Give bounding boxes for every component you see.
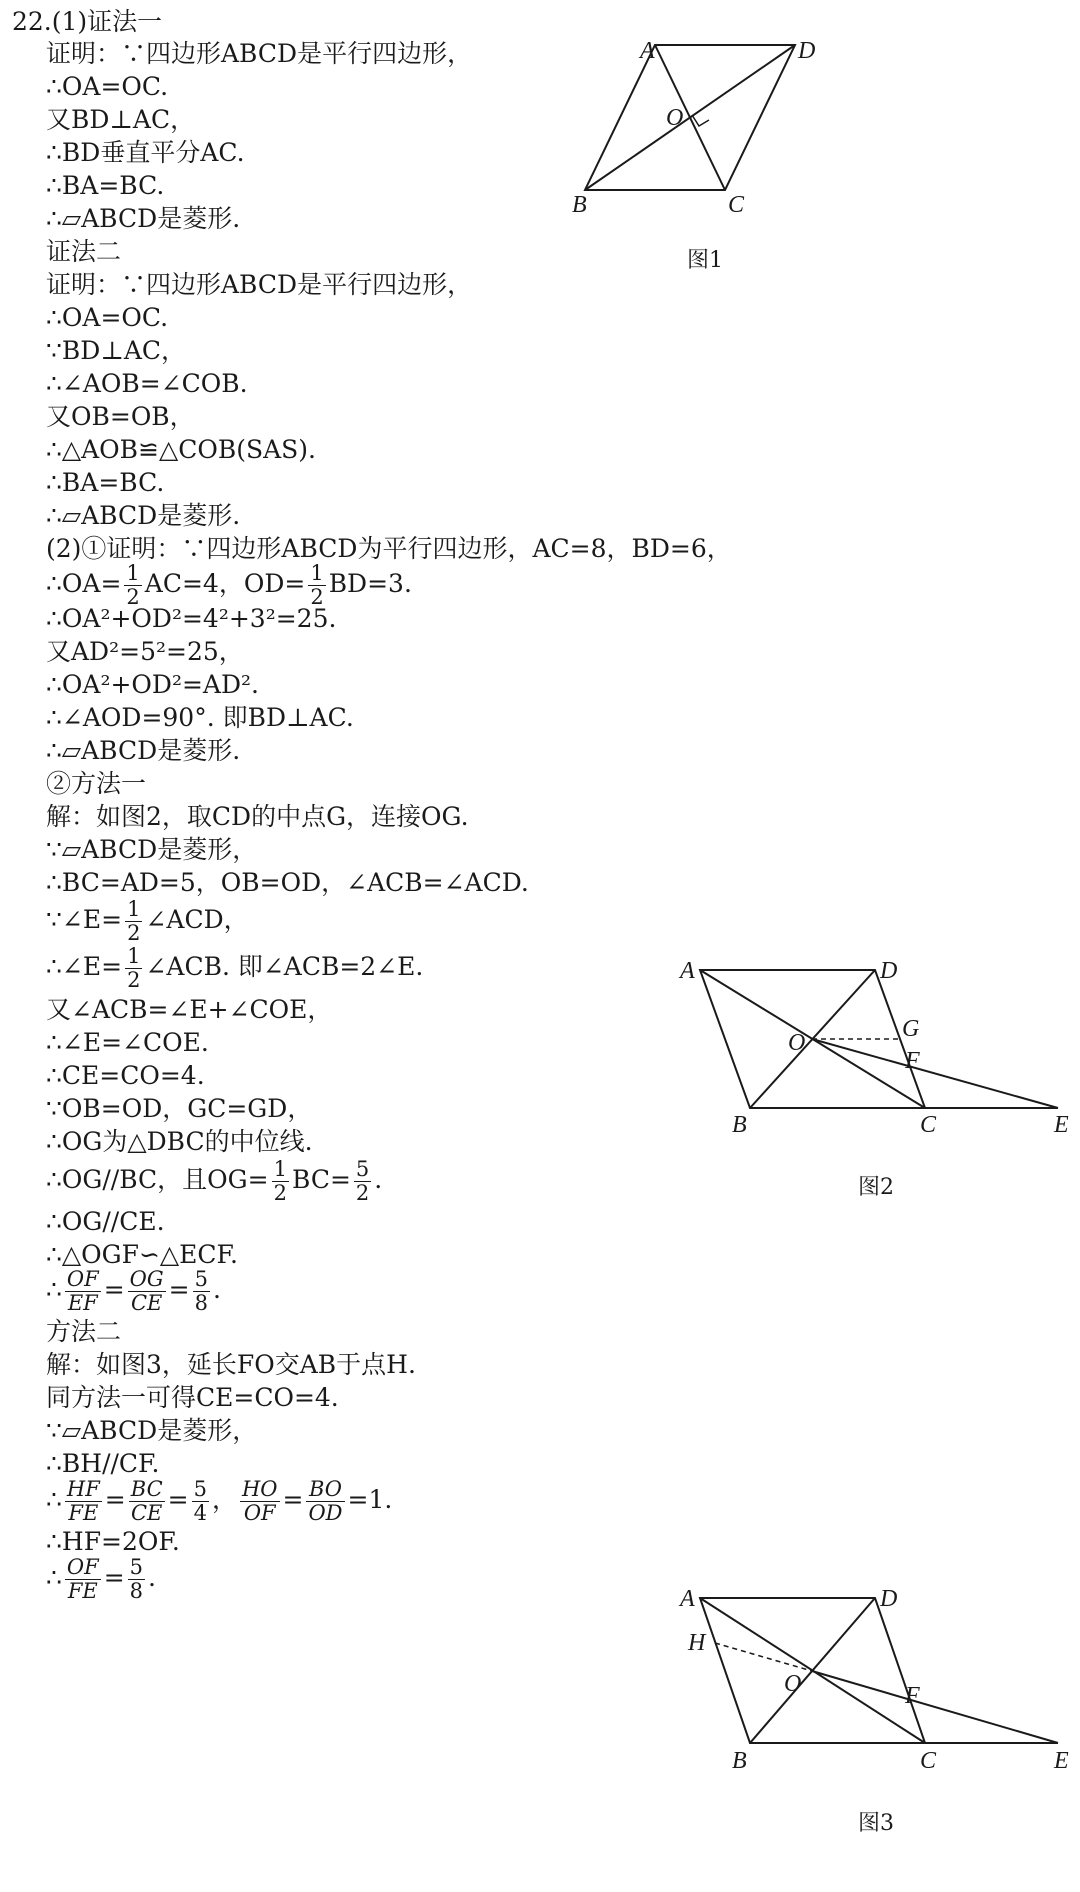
fraction-half	[124, 562, 141, 609]
m2-line-6: ∴HF=2OF.	[46, 1527, 180, 1556]
figure-1	[572, 38, 880, 254]
label-d: D	[798, 38, 816, 64]
frac-num: HF	[66, 1477, 100, 1501]
equals-one: =1.	[347, 1485, 393, 1514]
figure-3	[680, 1588, 1080, 1782]
label-c: C	[728, 192, 745, 218]
therefore-symbol: ∴	[46, 1485, 62, 1514]
m1-line-11: ∴OG//BC，且OG= $\frac{1}{2}$ BC= $\frac{5}{2}$ .	[46, 1157, 383, 1205]
label-d: D	[880, 1586, 898, 1612]
p2-l1-b: BD=3.	[328, 569, 412, 598]
m1-line-1: 解：如图2，取CD的中点G，连接OG.	[46, 802, 469, 831]
figure-2-diagram	[680, 960, 1080, 1140]
dashed-ho	[715, 1643, 812, 1671]
problem-number: 22.	[12, 7, 52, 36]
diagonal-bd	[585, 45, 795, 190]
m2-line-2: 同方法一可得CE=CO=4.	[46, 1383, 339, 1412]
p1-line-6: ∴▱ABCD是菱形.	[46, 204, 241, 233]
m2-line-4: ∴BH//CF.	[46, 1449, 160, 1478]
label-c: C	[920, 1112, 937, 1138]
frac-num: OF	[66, 1267, 99, 1291]
m1-label: ②方法一	[46, 769, 147, 798]
frac-den: 8	[129, 1579, 144, 1603]
frac-num: HO	[241, 1477, 278, 1501]
m2-line-3: ∵▱ABCD是菱形，	[46, 1416, 258, 1445]
label-o: O	[666, 105, 684, 131]
m1-l4a: ∵∠E=	[46, 905, 123, 934]
p1m2-line-3: ∵BD⊥AC，	[46, 336, 187, 365]
fraction-of-ef	[65, 1268, 101, 1315]
p2-line-4: ∴OA²+OD²=AD².	[46, 670, 260, 699]
frac-num: BC	[130, 1477, 163, 1501]
frac-num: 1	[273, 1157, 287, 1181]
equals: =	[168, 1275, 190, 1304]
label-c: C	[920, 1748, 937, 1774]
m1-l11a: ∴OG//BC，且OG=	[46, 1165, 269, 1194]
frac-den: OF	[243, 1501, 276, 1525]
fraction-of-fe	[65, 1556, 101, 1603]
frac-num: 5	[355, 1157, 370, 1181]
frac-num: OF	[66, 1555, 99, 1579]
m1-l4b: ∠ACD，	[145, 905, 249, 934]
p2-line-5: ∴∠AOD=90°. 即BD⊥AC.	[46, 703, 354, 732]
frac-den: 2	[355, 1181, 370, 1205]
m1-line-7: ∴∠E=∠COE.	[46, 1028, 209, 1057]
label-h: H	[688, 1630, 706, 1656]
label-f: F	[905, 1683, 920, 1709]
fraction-half	[125, 945, 142, 992]
frac-num: 1	[126, 561, 140, 585]
figure-1-diagram	[572, 38, 880, 250]
frac-den: EF	[67, 1291, 98, 1315]
problem-header	[12, 6, 162, 38]
right-angle-mark	[692, 115, 709, 126]
m1-line-13: ∴△OGF∽△ECF.	[46, 1240, 238, 1269]
frac-den: OD	[308, 1501, 343, 1525]
p1-line-4: ∴BD垂直平分AC.	[46, 138, 245, 167]
m1-line-12: ∴OG//CE.	[46, 1207, 165, 1236]
frac-num: BO	[306, 1478, 344, 1502]
label-a: A	[640, 38, 655, 64]
equals: =	[103, 1563, 125, 1592]
fraction-half	[308, 562, 325, 609]
p1m2-line-8: ∴▱ABCD是菱形.	[46, 501, 241, 530]
frac-den: FE	[67, 1579, 98, 1603]
m2-label: 方法二	[46, 1317, 122, 1346]
part1-label: (1)证法一	[51, 7, 163, 36]
frac-den: 8	[194, 1291, 208, 1315]
fraction-og-ce	[128, 1268, 166, 1315]
frac-den: 2	[310, 585, 324, 609]
m1-line-8: ∴CE=CO=4.	[46, 1061, 205, 1090]
label-o: O	[784, 1671, 802, 1697]
label-a: A	[680, 958, 695, 984]
segment-oe	[812, 1671, 1058, 1743]
p1m2-line-5: 又OB=OB，	[46, 402, 195, 431]
figure-2	[680, 960, 1080, 1144]
p1m2-line-1: 证明：∵四边形ABCD是平行四边形，	[46, 270, 473, 299]
frac-num: 1	[127, 944, 141, 968]
therefore-symbol: ∴	[46, 1563, 62, 1592]
fraction-five-eight	[193, 1268, 210, 1315]
m2-line-5	[46, 1478, 392, 1525]
label-d: D	[880, 958, 898, 984]
frac-num: 5	[129, 1555, 144, 1579]
fraction-half	[272, 1158, 289, 1205]
frac-den: 2	[273, 1181, 287, 1205]
fraction-bc-ce	[129, 1478, 165, 1525]
comma: ，	[211, 1485, 237, 1514]
m1-line-6: 又∠ACB=∠E+∠COE，	[46, 995, 333, 1024]
p2-intro: (2)①证明：∵四边形ABCD为平行四边形，AC=8，BD=6，	[46, 534, 732, 563]
m2-line-7: ∴ $\frac{OF}{FE}$ = $\frac{5}{8}$ .	[46, 1555, 156, 1603]
frac-num: 1	[310, 561, 324, 585]
p1m2-line-6: ∴△AOB≌△COB(SAS).	[46, 435, 316, 464]
label-a: A	[680, 1586, 695, 1612]
m1-l11b: BC=	[291, 1165, 351, 1194]
frac-den: FE	[68, 1501, 99, 1525]
p1m2-line-4: ∴∠AOB=∠COB.	[46, 369, 248, 398]
fraction-ho-of	[240, 1478, 280, 1525]
p1m2-line-7: ∴BA=BC.	[46, 468, 165, 497]
label-o: O	[788, 1030, 806, 1056]
equals: =	[167, 1485, 189, 1514]
p1-line-5: ∴BA=BC.	[46, 171, 165, 200]
frac-num: OG	[129, 1267, 164, 1291]
p2-l1-a: AC=4，OD=	[144, 569, 306, 598]
fraction-half	[125, 898, 142, 945]
m1-line-9: ∵OB=OD，GC=GD，	[46, 1094, 313, 1123]
label-b: B	[732, 1112, 747, 1138]
p2-line-1	[46, 562, 412, 609]
p2-line-2: ∴OA²+OD²=4²+3²=25.	[46, 604, 337, 633]
frac-den: 2	[126, 585, 140, 609]
segment-oe	[812, 1039, 1058, 1108]
fraction-five-two	[354, 1158, 371, 1205]
p2-line-6: ∴▱ABCD是菱形.	[46, 736, 241, 765]
p1-line-2: ∴OA=OC.	[46, 72, 169, 101]
equals: =	[104, 1485, 126, 1514]
p2-line-3: 又AD²=5²=25，	[46, 637, 244, 666]
fraction-five-eight	[128, 1556, 145, 1603]
equals: =	[282, 1485, 304, 1514]
frac-den: 2	[127, 968, 141, 992]
label-b: B	[572, 192, 587, 218]
fraction-bo-od	[306, 1478, 344, 1525]
m1-line-14: ∴ $\frac{OF}{EF}$ = $\frac{OG}{CE}$ = $\frac{5}{8}$ .	[46, 1267, 221, 1315]
equals: =	[103, 1275, 125, 1304]
m1-l5b: ∠ACB. 即∠ACB=2∠E.	[145, 952, 424, 981]
label-f: F	[905, 1048, 920, 1074]
p1m2-line-2: ∴OA=OC.	[46, 303, 169, 332]
figure-3-caption: 图3	[858, 1811, 894, 1836]
m1-line-10: ∴OG为△DBC的中位线.	[46, 1127, 313, 1156]
frac-den: 4	[193, 1501, 207, 1525]
frac-num: 5	[194, 1267, 208, 1291]
figure-2-caption: 图2	[858, 1175, 894, 1200]
label-e: E	[1054, 1748, 1069, 1774]
frac-num: 5	[193, 1477, 207, 1501]
frac-den: 2	[127, 921, 141, 945]
label-g: G	[902, 1016, 920, 1042]
m1-line-2: ∵▱ABCD是菱形，	[46, 835, 258, 864]
label-e: E	[1054, 1112, 1069, 1138]
m1-line-5	[46, 945, 423, 992]
fraction-hf-fe	[65, 1478, 102, 1525]
figure-3-diagram	[680, 1588, 1080, 1778]
fraction-five-four	[192, 1478, 209, 1525]
m1-l5a: ∴∠E=	[46, 952, 123, 981]
label-b: B	[732, 1748, 747, 1774]
m1-line-3: ∴BC=AD=5，OB=OD，∠ACB=∠ACD.	[46, 868, 529, 897]
p1-method2-label: 证法二	[46, 237, 122, 266]
frac-den: CE	[130, 1291, 163, 1315]
frac-den: CE	[130, 1501, 163, 1525]
p2-l1-prefix: ∴OA=	[46, 569, 122, 598]
therefore-symbol: ∴	[46, 1275, 62, 1304]
m1-line-4	[46, 898, 249, 945]
p1-line-3: 又BD⊥AC，	[46, 105, 196, 134]
frac-num: 1	[127, 897, 141, 921]
p1-line-1: 证明：∵四边形ABCD是平行四边形，	[46, 39, 473, 68]
m2-line-1: 解：如图3，延长FO交AB于点H.	[46, 1350, 416, 1379]
figure-1-caption: 图1	[687, 248, 723, 273]
